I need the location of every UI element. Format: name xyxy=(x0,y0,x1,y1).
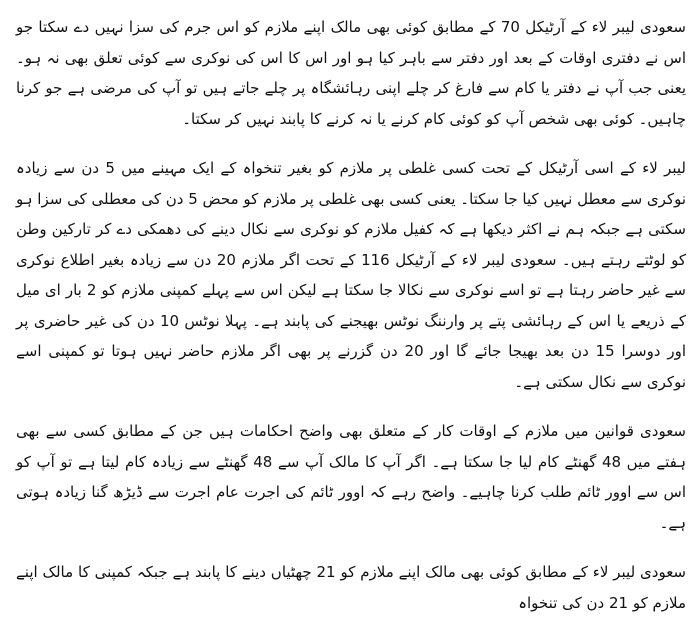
article-paragraph-3: سعودی قوانین میں ملازم کے اوقات کار کے متعلق بھی واضح احکامات ہیں جن کے مطابق کسی سے بھی ہفتے میں 48 گھنٹے کام لیا جا سکتا ہے۔ اگر آپ کا مالک آپ سے 48 گھنٹے سے زیادہ کام لیتا ہے تو آپ کو اس سے اوور ٹائم طلب کرنا چاہیے۔ واضح رہے کہ اوور ٹائم کی اجرت عام اجرت سے ڈیڑھ گنا زیادہ ہوتی ہے۔ xyxy=(16,422,686,532)
article-paragraph-2: لیبر لاء کے اسی آرٹیکل کے تحت کسی غلطی پر ملازم کو بغیر تنخواہ کے ایک مہینے میں 5 دن سے زیادہ نوکری سے معطل نہیں کیا جا سکتا۔ یعنی کسی بھی غلطی پر ملازم کو محض 5 دن کی معطلی کی سزا ہو سکتی ہے جبکہ ہم نے اکثر دیکھا ہے کہ کفیل ملازم کو نوکری سے نکال دینے کی دھمکی دے کر تارکین وطن کو لوٹتے رہتے ہیں۔ سعودی لیبر لاء کے آرٹیکل 116 کے تحت اگر ملازم 20 دن سے زیادہ بغیر اطلاع نوکری سے غیر حاضر رہتا ہے تو اسے نوکری سے نکالا جا سکتا ہے لیکن اس سے پہلے کمپنی ملازم کو 2 بار ای میل کے ذریعے یا اس کے رہائشی پتے پر وارننگ نوٹس بھیجنے کی پابند ہے۔ پہلا نوٹس 10 دن کی غیر حاضری پر اور دوسرا 15 دن بعد بھیجا جائے گا اور 20 دن گزرنے پر بھی اگر ملازم حاضر نہیں ہوتا تو کمپنی اسے نوکری سے نکال سکتی ہے۔ xyxy=(16,159,687,391)
article-paragraph-4: سعودی لیبر لاء کے مطابق کوئی بھی مالک اپنے ملازم کو 21 چھٹیاں دینے کا پابند ہے جبکہ کمپنی کا مالک اپنے ملازم کو 21 دن کی تنخواہ xyxy=(16,563,686,612)
article-paragraph-1: سعودی لیبر لاء کے آرٹیکل 70 کے مطابق کوئی بھی مالک اپنے ملازم کو اس جرم کی سزا نہیں دے سکتا جو اس نے دفتری اوقات کے بعد اور دفتر سے باہر کیا ہو اور اس کا اس کی نوکری سے کوئی تعلق بھی نہ ہو۔ یعنی جب آپ نے دفتر یا کام سے فارغ کر چلے اپنی رہائشگاہ پر چلے جاتے ہیں تو آپ کی مرضی ہے جو کرنا چاہیں۔ کوئی بھی شخص آپ کو کوئی کام کرنے یا نہ کرنے کا پابند نہیں کر سکتا۔ xyxy=(16,18,686,128)
